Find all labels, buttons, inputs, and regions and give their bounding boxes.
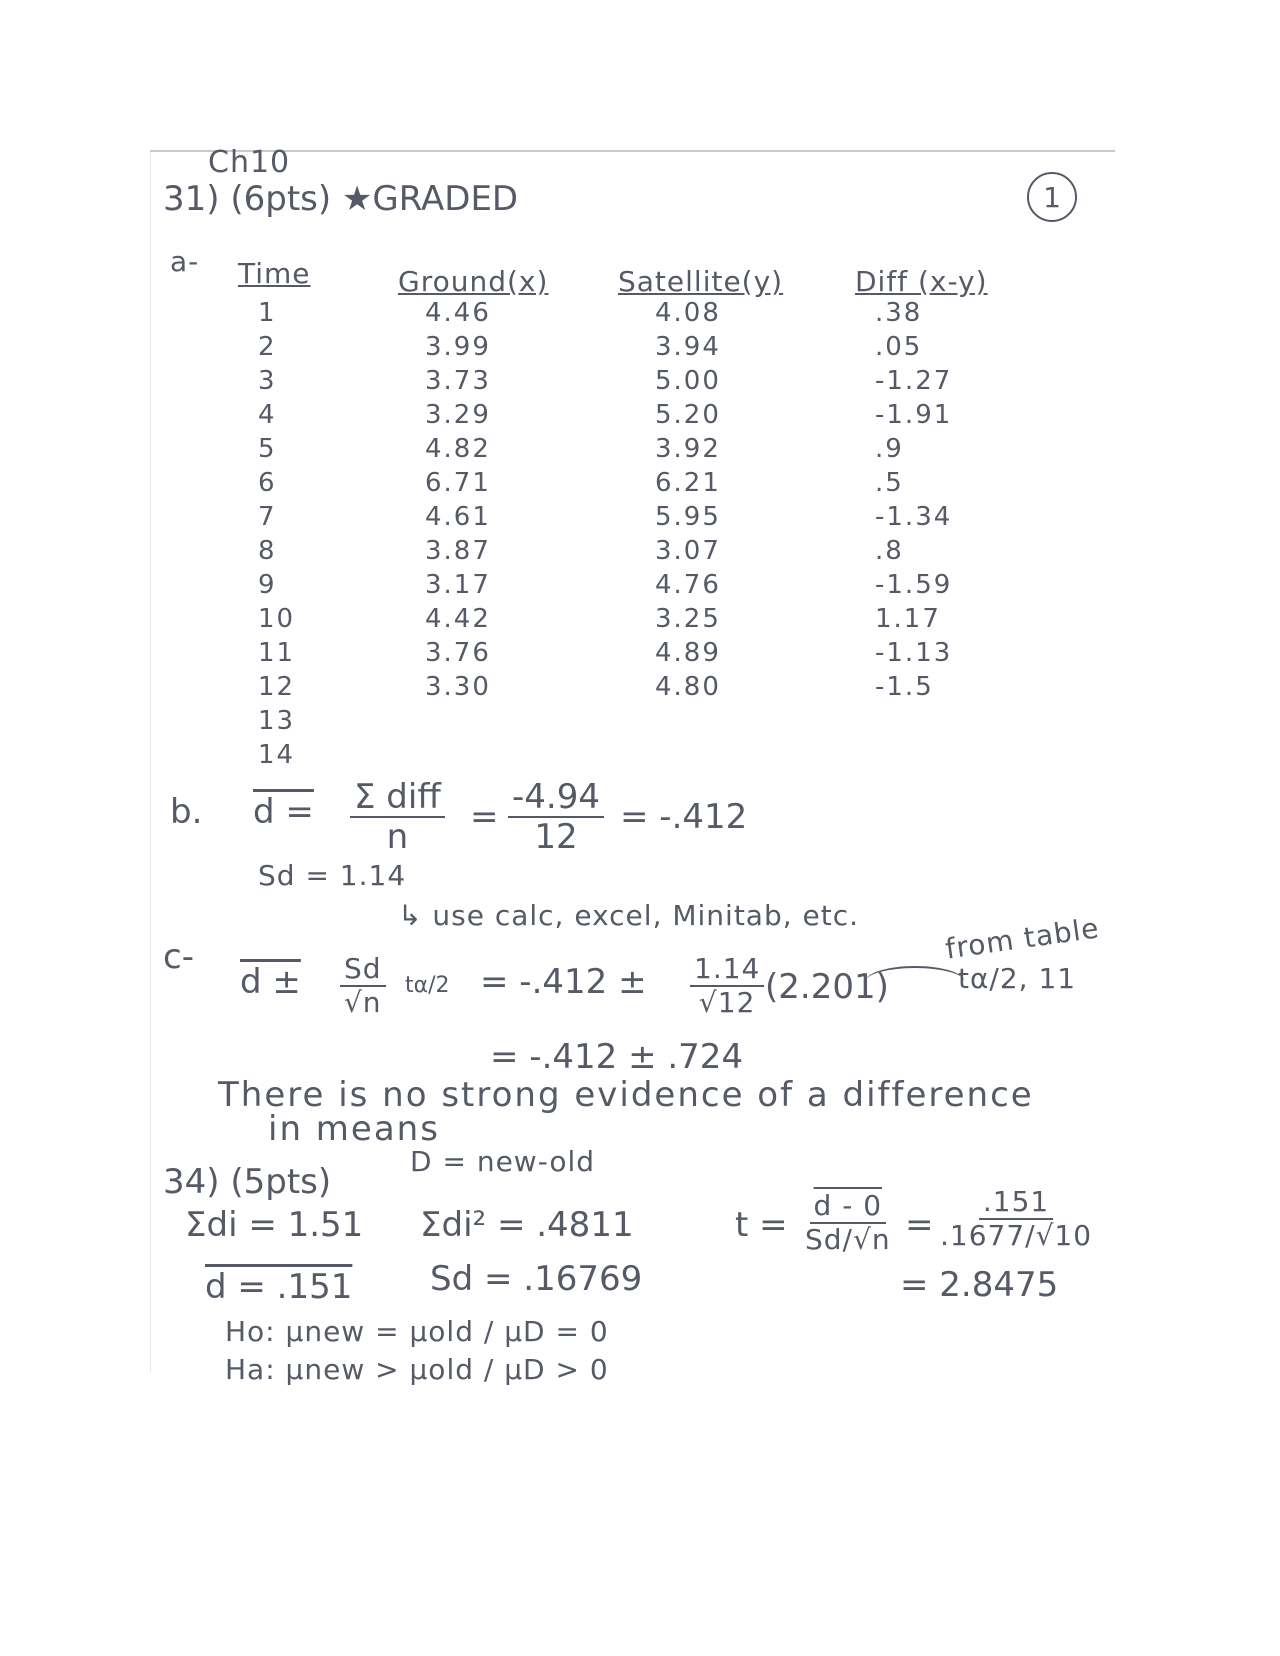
sum-di: Σdi = 1.51 xyxy=(185,1205,364,1245)
t-df-note: tα/2, 11 xyxy=(958,962,1077,995)
col-header-ground: Ground(x) xyxy=(398,265,549,298)
row-ground: 3.99 xyxy=(425,332,491,362)
row-diff: -1.5 xyxy=(875,672,934,702)
fraction-denominator: Sd/√n xyxy=(805,1223,891,1256)
calc-note: ↳ use calc, excel, Minitab, etc. xyxy=(398,899,860,932)
row-satellite: 3.94 xyxy=(655,332,721,362)
sum-di-squared: Σdi² = .4811 xyxy=(420,1205,634,1245)
row-ground: 3.17 xyxy=(425,570,491,600)
fraction-numerator: 1.14 xyxy=(690,955,764,987)
row-diff: -1.27 xyxy=(875,366,953,396)
part-c-label: c- xyxy=(163,937,194,977)
fraction-denominator: √12 xyxy=(698,986,756,1019)
sd-value-34: Sd = .16769 xyxy=(430,1259,643,1299)
dbar-value: d = .151 xyxy=(205,1267,353,1307)
row-diff: 1.17 xyxy=(875,604,941,634)
row-time: 5 xyxy=(258,434,277,464)
sd-value: Sd = 1.14 xyxy=(258,859,407,892)
row-diff: -1.91 xyxy=(875,400,953,430)
alt-hypothesis: Ha: μnew > μold / μD > 0 xyxy=(225,1353,609,1386)
row-ground: 3.76 xyxy=(425,638,491,668)
equals-sign: = xyxy=(470,797,499,837)
part-b-label: b. xyxy=(170,792,203,832)
part-a-label: a- xyxy=(170,245,200,278)
page-number: 1 xyxy=(1043,180,1061,214)
arrow-arc xyxy=(865,966,965,998)
fraction-denominator: .1677/√10 xyxy=(940,1219,1093,1252)
page-number-circle xyxy=(1027,172,1077,222)
row-time: 9 xyxy=(258,570,277,600)
fraction-numerator: .151 xyxy=(979,1188,1053,1220)
row-satellite: 4.76 xyxy=(655,570,721,600)
row-time: 10 xyxy=(258,604,296,634)
row-time: 6 xyxy=(258,468,277,498)
scan-edge-top xyxy=(150,150,1115,152)
row-diff: .8 xyxy=(875,536,904,566)
row-diff: -1.13 xyxy=(875,638,953,668)
row-ground: 4.61 xyxy=(425,502,491,532)
fraction-1-14-root-12 xyxy=(690,952,764,1019)
row-time: 8 xyxy=(258,536,277,566)
equals-sign-2: = xyxy=(905,1205,934,1245)
row-ground: 4.82 xyxy=(425,434,491,464)
row-diff: .5 xyxy=(875,468,904,498)
row-ground: 4.46 xyxy=(425,298,491,328)
col-header-satellite: Satellite(y) xyxy=(618,265,784,298)
fraction-numerator: Sd xyxy=(340,955,386,987)
problem-heading: 31) (6pts) ★GRADED xyxy=(163,179,519,219)
row-satellite: 6.21 xyxy=(655,468,721,498)
row-ground: 3.29 xyxy=(425,400,491,430)
row-time: 1 xyxy=(258,298,277,328)
row-time: 13 xyxy=(258,706,296,736)
fraction-sd-root-n xyxy=(340,952,386,1019)
t-critical-value: (2.201) xyxy=(765,967,889,1007)
row-diff: -1.59 xyxy=(875,570,953,600)
col-header-diff: Diff (x-y) xyxy=(855,265,988,298)
fraction-numerator: d - 0 xyxy=(810,1192,887,1224)
problem-34-heading: 34) (5pts) xyxy=(163,1162,332,1202)
fraction-denominator: n xyxy=(386,817,409,857)
difference-definition: D = new-old xyxy=(410,1145,596,1178)
fraction-t-formula xyxy=(805,1189,891,1256)
row-time: 12 xyxy=(258,672,296,702)
row-ground: 3.73 xyxy=(425,366,491,396)
fraction-numerator: Σ diff xyxy=(350,780,445,818)
fraction-sum-diff xyxy=(350,777,445,857)
conclusion-line-1: There is no strong evidence of a difference xyxy=(218,1075,1034,1115)
row-satellite: 3.07 xyxy=(655,536,721,566)
row-diff: .38 xyxy=(875,298,923,328)
col-header-time: Time xyxy=(238,257,311,290)
row-diff: .05 xyxy=(875,332,923,362)
null-hypothesis: Ho: μnew = μold / μD = 0 xyxy=(225,1315,609,1348)
row-time: 11 xyxy=(258,638,296,668)
row-ground: 6.71 xyxy=(425,468,491,498)
row-time: 2 xyxy=(258,332,277,362)
fraction-denominator: √n xyxy=(343,986,382,1019)
row-satellite: 3.92 xyxy=(655,434,721,464)
row-time: 7 xyxy=(258,502,277,532)
row-satellite: 5.95 xyxy=(655,502,721,532)
dbar-lhs: d = xyxy=(253,792,314,832)
row-ground: 3.87 xyxy=(425,536,491,566)
conclusion-line-2: in means xyxy=(268,1109,440,1149)
t-statistic-lhs: t = xyxy=(735,1205,788,1245)
ci-lhs: d ± xyxy=(240,962,301,1002)
row-satellite: 4.89 xyxy=(655,638,721,668)
scan-edge-left xyxy=(150,152,151,1372)
row-time: 14 xyxy=(258,740,296,770)
row-satellite: 4.08 xyxy=(655,298,721,328)
row-satellite: 5.20 xyxy=(655,400,721,430)
from-table-note: from table xyxy=(943,911,1102,966)
fraction-t-values xyxy=(940,1185,1093,1252)
row-diff: -1.34 xyxy=(875,502,953,532)
dbar-result: = -.412 xyxy=(620,797,748,837)
row-ground: 3.30 xyxy=(425,672,491,702)
row-satellite: 4.80 xyxy=(655,672,721,702)
fraction-denominator: 12 xyxy=(534,817,578,857)
row-diff: .9 xyxy=(875,434,904,464)
fraction-numerator: -4.94 xyxy=(508,780,604,818)
t-statistic-result: = 2.8475 xyxy=(900,1265,1059,1305)
row-satellite: 3.25 xyxy=(655,604,721,634)
ci-result: = -.412 ± .724 xyxy=(490,1037,744,1077)
row-ground: 4.42 xyxy=(425,604,491,634)
row-time: 4 xyxy=(258,400,277,430)
t-alpha-half: tα/2 xyxy=(405,973,450,998)
row-satellite: 5.00 xyxy=(655,366,721,396)
fraction-sum-value xyxy=(508,777,604,857)
ci-middle: = -.412 ± xyxy=(480,962,647,1002)
chapter-label: Ch10 xyxy=(208,145,291,180)
row-time: 3 xyxy=(258,366,277,396)
